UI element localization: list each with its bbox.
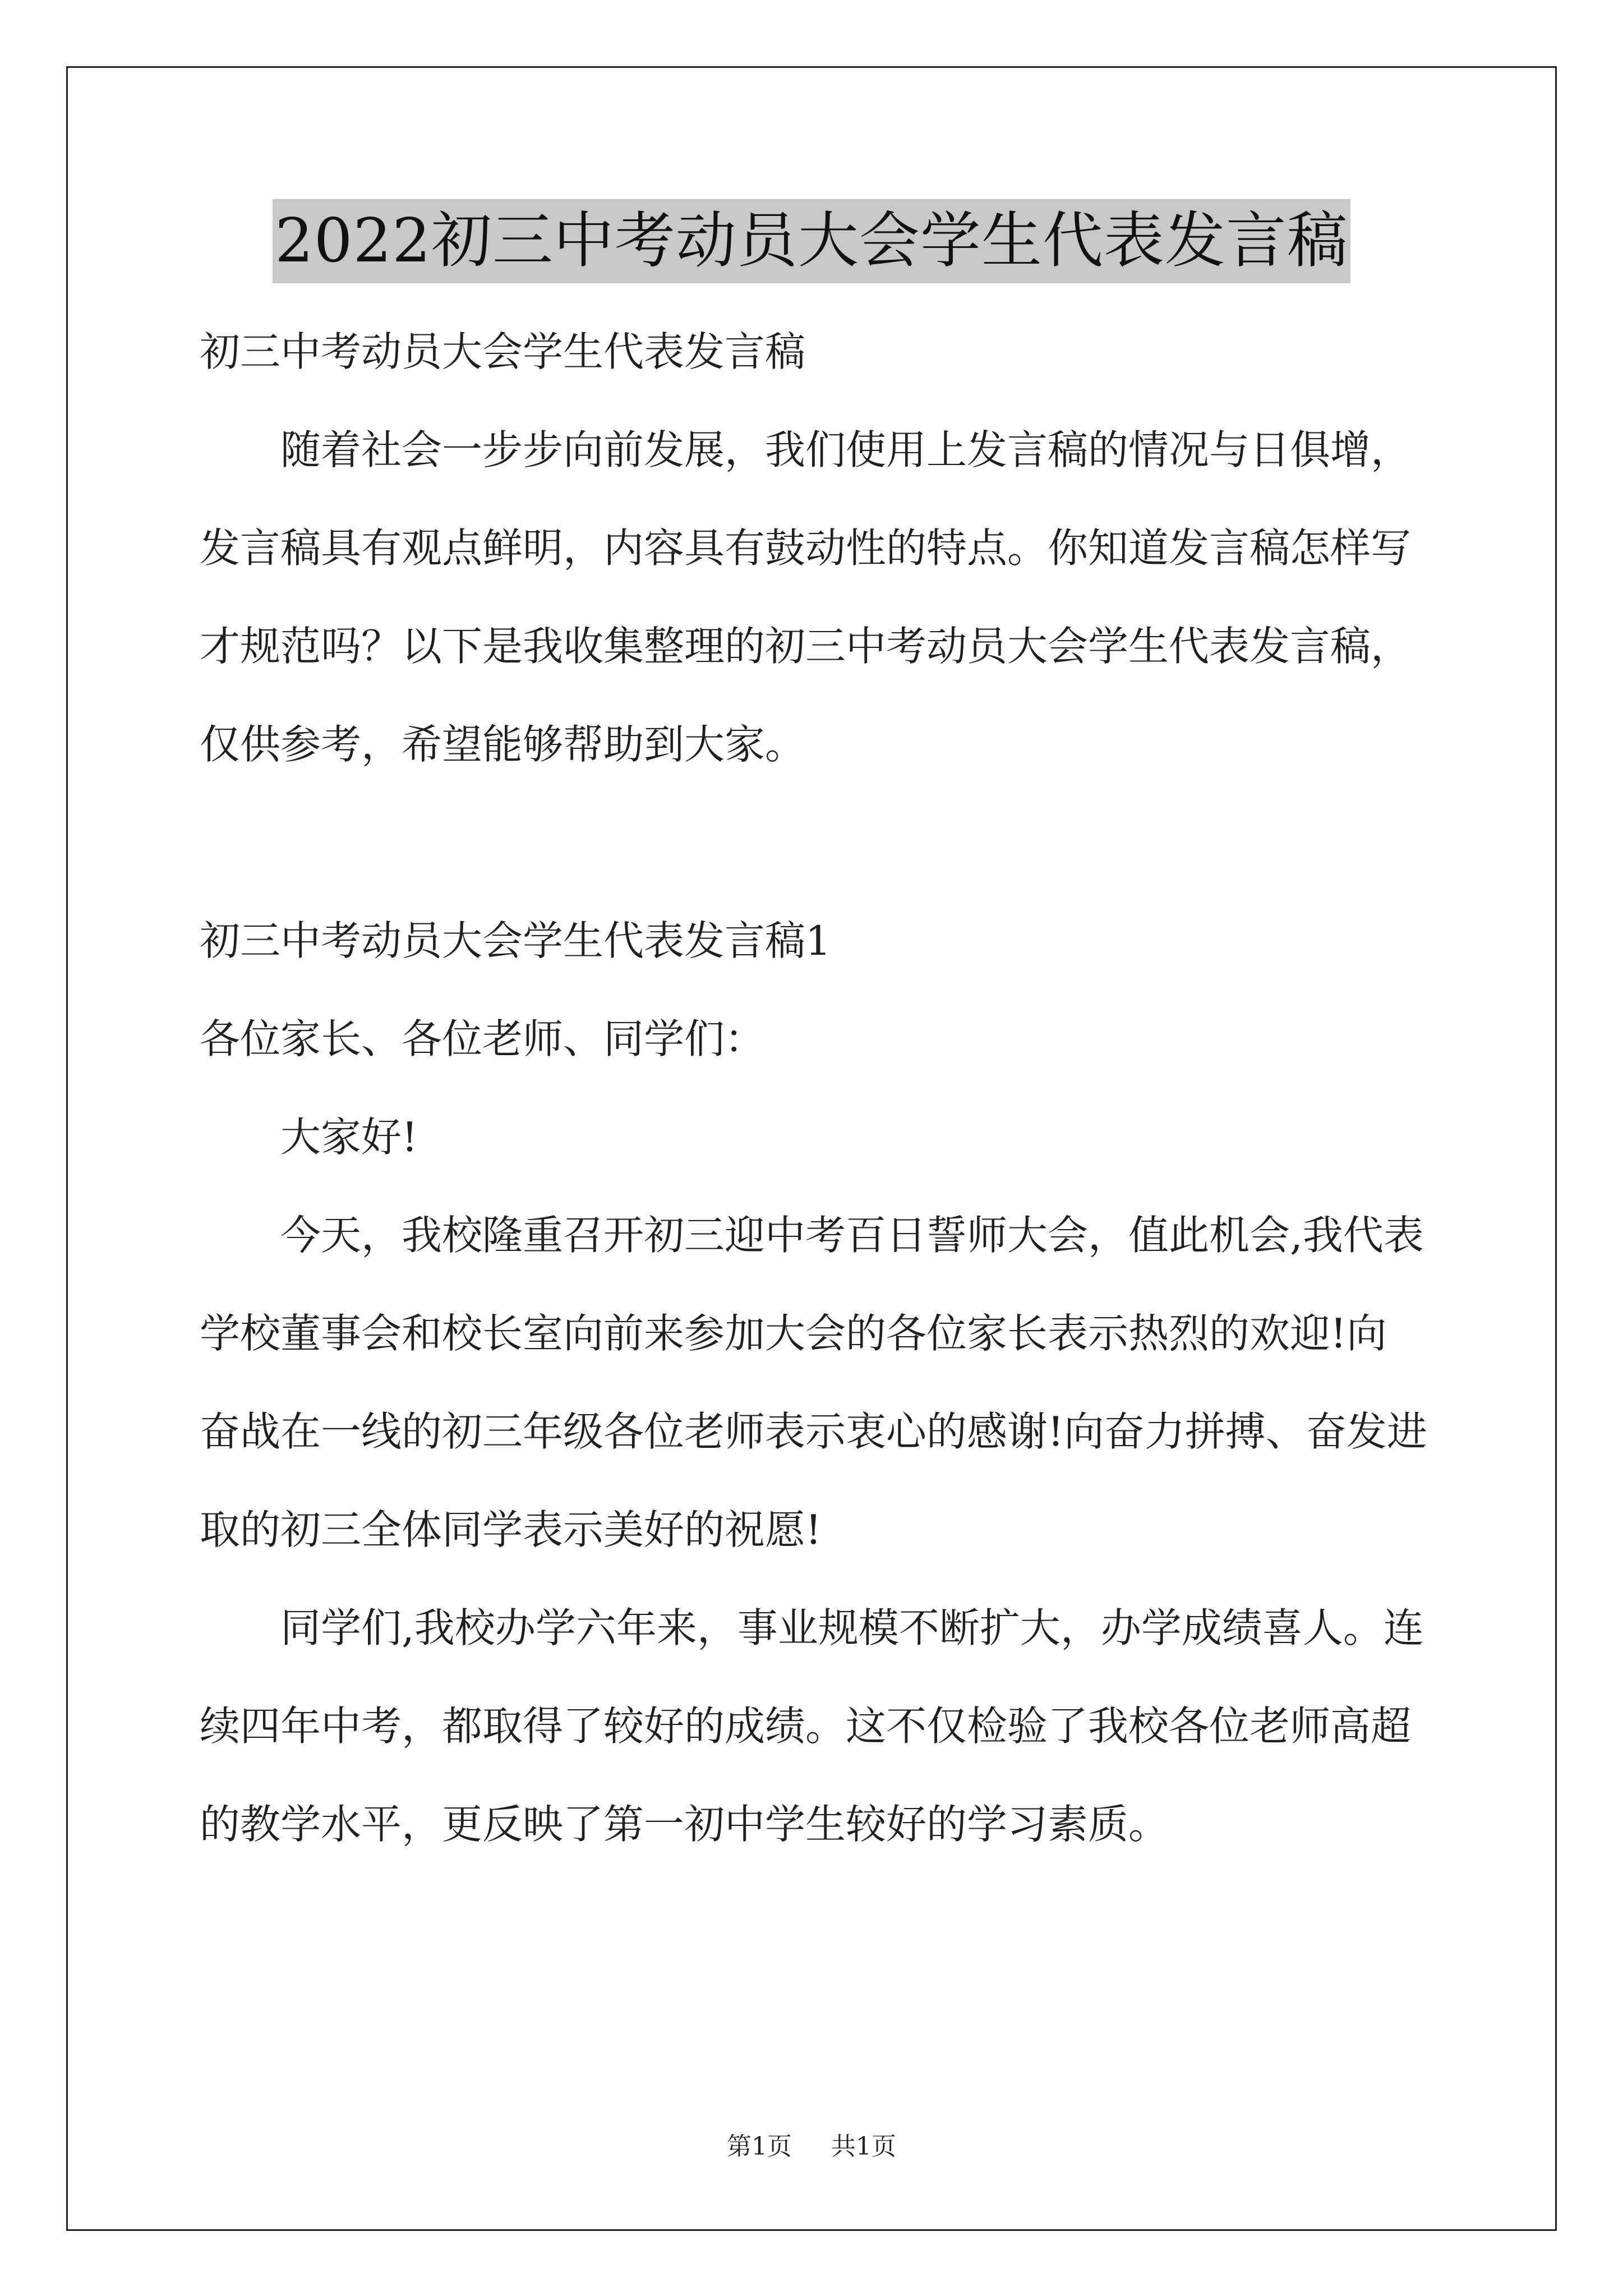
intro-line: 发言稿具有观点鲜明，内容具有鼓动性的特点。你知道发言稿怎样写 bbox=[200, 524, 1412, 572]
paragraph2-line: 续四年中考，都取得了较好的成绩。这不仅检验了我校各位老师高超 bbox=[200, 1703, 1412, 1750]
page-footer bbox=[0, 2126, 1623, 2162]
paragraph1-line: 奋战在一线的初三年级各位老师表示衷心的感谢!向奋力拼搏、奋发进 bbox=[200, 1408, 1427, 1455]
paragraph2-line: 同学们,我校办学六年来，事业规模不断扩大，办学成绩喜人。连 bbox=[280, 1604, 1424, 1651]
paragraph1-line: 今天，我校隆重召开初三迎中考百日誓师大会，值此机会,我代表 bbox=[280, 1212, 1424, 1259]
page-total: 共1页 bbox=[831, 2132, 896, 2161]
intro-line: 随着社会一步步向前发展，我们使用上发言稿的情况与日俱增， bbox=[280, 426, 1412, 473]
document-heading: 初三中考动员大会学生代表发言稿 bbox=[200, 328, 806, 375]
page-number: 第1页 bbox=[727, 2132, 792, 2161]
spacer bbox=[200, 794, 1433, 892]
salutation: 各位家长、各位老师、同学们： bbox=[200, 1015, 766, 1062]
document-title: 2022初三中考动员大会学生代表发言稿 bbox=[273, 199, 1350, 283]
document-body bbox=[200, 303, 1433, 1874]
paragraph1-line: 学校董事会和校长室向前来参加大会的各位家长表示热烈的欢迎!向 bbox=[200, 1310, 1387, 1357]
paragraph1-line: 取的初三全体同学表示美好的祝愿! bbox=[200, 1506, 822, 1553]
intro-line: 仅供参考，希望能够帮助到大家。 bbox=[200, 721, 806, 768]
title-container bbox=[0, 199, 1623, 283]
greeting: 大家好! bbox=[280, 1114, 418, 1161]
section-heading: 初三中考动员大会学生代表发言稿1 bbox=[200, 917, 831, 964]
intro-line: 才规范吗？以下是我收集整理的初三中考动员大会学生代表发言稿， bbox=[200, 623, 1412, 670]
paragraph2-line: 的教学水平，更反映了第一初中学生较好的学习素质。 bbox=[200, 1801, 1169, 1848]
